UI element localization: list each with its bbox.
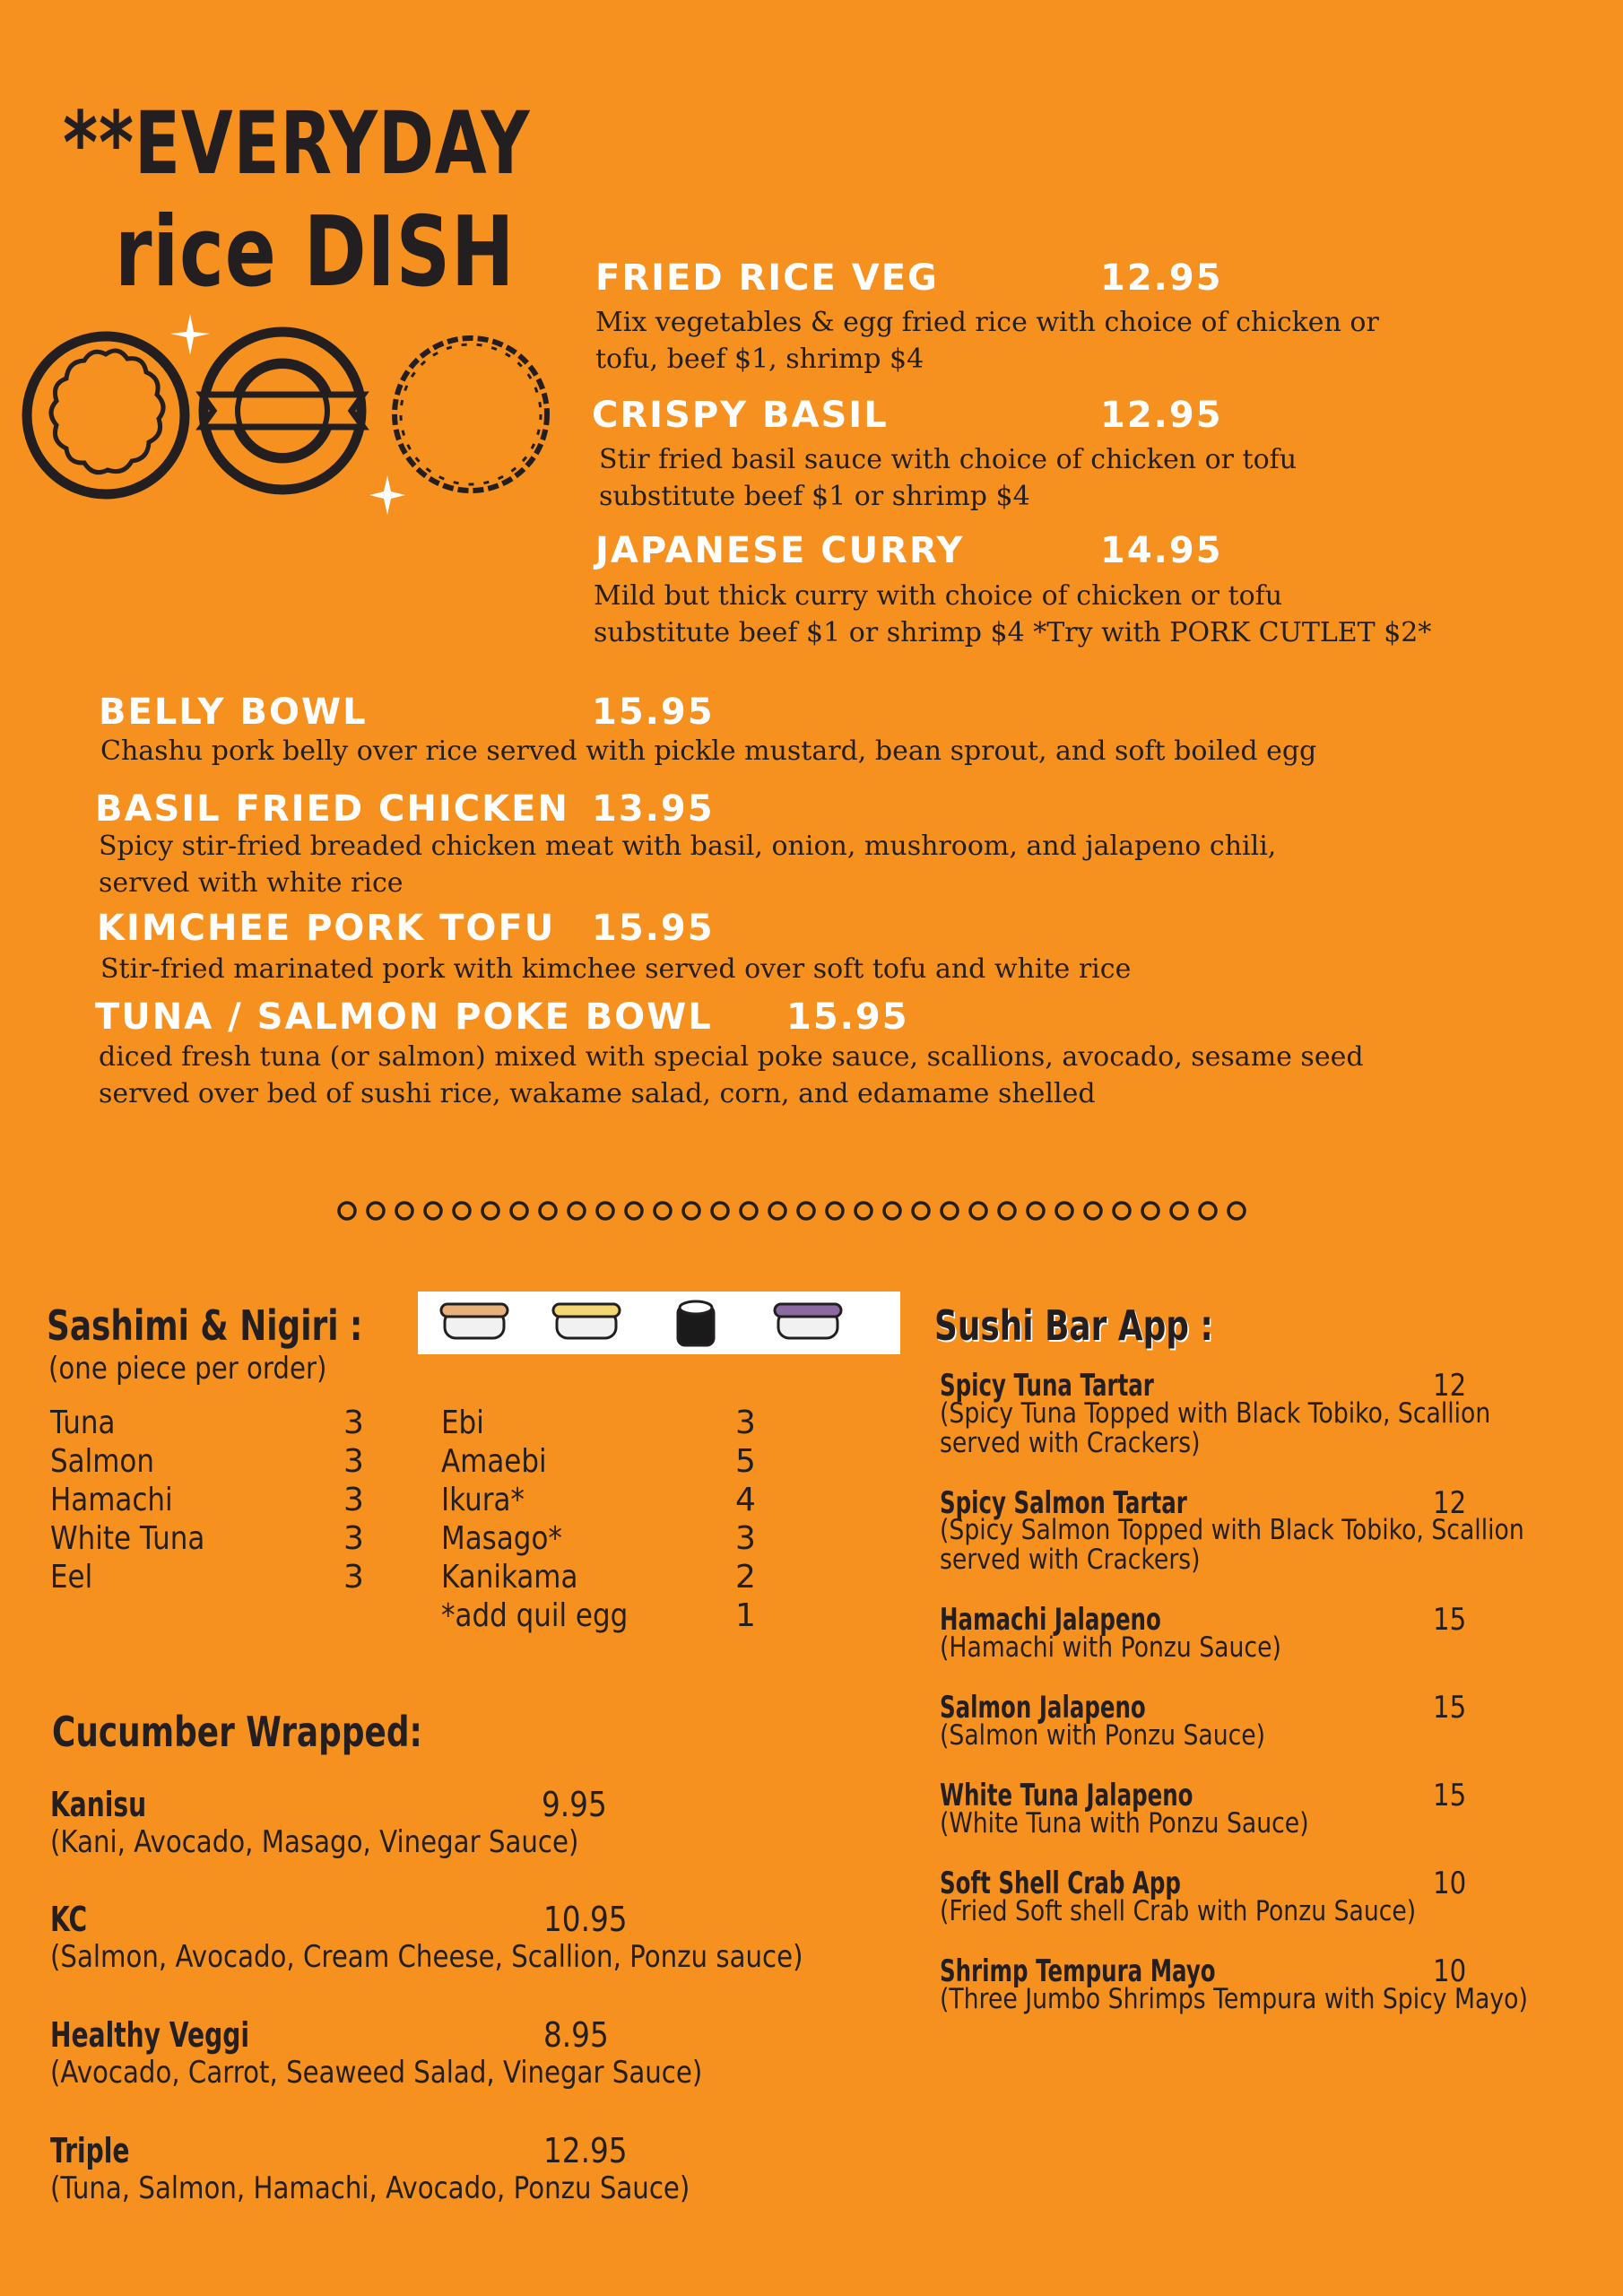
- list-item: [50, 1519, 373, 1558]
- item-name: White Tuna Jalapeno: [940, 1778, 1193, 1813]
- wave-ornament: [568, 1203, 585, 1219]
- item-description: (Three Jumbo Shrimps Tempura with Spicy Mayo): [940, 1983, 1528, 2015]
- sashimi-list-right: [441, 1404, 764, 1635]
- wave-ornament: [741, 1203, 757, 1219]
- item-name: *add quil egg: [441, 1597, 629, 1634]
- dish-price: 14.95: [1100, 530, 1223, 571]
- dish-description: Stir-fried marinated pork with kimchee served over soft tofu and white rice: [100, 953, 1132, 985]
- item-price: 3: [343, 1520, 364, 1557]
- section-title-cucumber: Cucumber Wrapped:: [52, 1708, 422, 1756]
- list-item: [543, 1900, 641, 1939]
- list-item: [441, 1404, 764, 1442]
- item-name: Salmon: [50, 1443, 154, 1480]
- dish-price: 15.95: [592, 691, 715, 733]
- item-name: Spicy Tuna Tartar: [940, 1368, 1154, 1404]
- item-name: White Tuna: [50, 1520, 205, 1557]
- wave-ornament: [482, 1203, 499, 1219]
- item-price: 3: [343, 1482, 364, 1518]
- chain-plate-icon: [395, 338, 547, 491]
- item-price: 9.95: [542, 1785, 607, 1824]
- list-item: [50, 1558, 373, 1596]
- item-name: Salmon Jalapeno: [940, 1690, 1146, 1726]
- item-price: 12: [1433, 1485, 1467, 1521]
- item-description: (Salmon with Ponzu Sauce): [940, 1719, 1266, 1752]
- item-price: 5: [735, 1443, 756, 1480]
- list-item: [441, 1596, 764, 1635]
- item-price: 8.95: [543, 2015, 609, 2055]
- item-price: 4: [735, 1482, 756, 1518]
- wave-ornament: [1142, 1203, 1159, 1219]
- list-item: [441, 1519, 764, 1558]
- list-item: [441, 1442, 764, 1481]
- dish-description: Mild but thick curry with choice of chicken or tofu substitute beef $1 or shrimp $4 *Try with PORK CUTLET $2*: [594, 580, 1432, 648]
- item-name: Ebi: [441, 1405, 484, 1441]
- item-price: 10: [1433, 1866, 1467, 1901]
- wave-ornament: [511, 1203, 527, 1219]
- sushi-icon: [418, 1292, 900, 1354]
- list-item: [1433, 1866, 1471, 1901]
- wave-ornament: [769, 1203, 785, 1219]
- menu-title-line2: rice DISH: [115, 196, 516, 309]
- wave-ornament: [368, 1203, 384, 1219]
- item-price: 12: [1433, 1368, 1467, 1404]
- item-description: (Spicy Tuna Topped with Black Tobiko, Scallion served with Crackers): [940, 1397, 1491, 1459]
- decorative-plates: [18, 305, 565, 520]
- wave-ornament: [454, 1203, 470, 1219]
- list-item: [1433, 1602, 1471, 1638]
- item-price: 1: [735, 1597, 756, 1634]
- item-price: 15: [1433, 1602, 1467, 1638]
- wave-ornament: [827, 1203, 843, 1219]
- item-price: 3: [343, 1559, 364, 1596]
- item-name: Hamachi Jalapeno: [940, 1602, 1161, 1638]
- sashimi-subtitle: (one piece per order): [48, 1351, 327, 1387]
- list-item: [1433, 1778, 1471, 1813]
- section-title-sushi-app: Sushi Bar App :: [934, 1301, 1213, 1350]
- item-name: Shrimp Tempura Mayo: [940, 1953, 1216, 1989]
- wave-ornament: [1171, 1203, 1187, 1219]
- dish-name: BELLY BOWL: [99, 691, 368, 733]
- list-item: [50, 2170, 794, 2206]
- item-name: Amaebi: [441, 1443, 547, 1480]
- item-description: (Fried Soft shell Crab with Ponzu Sauce): [940, 1895, 1417, 1927]
- item-name: Eel: [50, 1559, 93, 1596]
- item-description: (Kani, Avocado, Masago, Vinegar Sauce): [50, 1824, 579, 1860]
- wave-ornament: [540, 1203, 556, 1219]
- dish-description: Stir fried basil sauce with choice of chicken or tofu substitute beef $1 or shrimp $4: [599, 444, 1298, 512]
- item-price: 2: [735, 1559, 756, 1596]
- wave-ornament: [396, 1203, 412, 1219]
- item-name: Ikura*: [441, 1482, 525, 1518]
- dish-price: 15.95: [592, 908, 715, 949]
- sashimi-list-left: [50, 1404, 373, 1596]
- list-item: [441, 1558, 764, 1596]
- list-item: [50, 1824, 664, 1860]
- item-name: KC: [50, 1900, 88, 1939]
- wave-ornament: [1056, 1203, 1072, 1219]
- list-item: [50, 1939, 925, 1975]
- dish-description: Chashu pork belly over rice served with pickle mustard, bean sprout, and soft boiled egg: [100, 735, 1317, 767]
- list-item: [940, 1399, 1623, 1458]
- wave-ornament: [855, 1203, 872, 1219]
- dish-price: 12.95: [1100, 395, 1223, 436]
- dish-name: TUNA / SALMON POKE BOWL: [95, 996, 713, 1038]
- item-name: Spicy Salmon Tartar: [940, 1485, 1187, 1521]
- wave-divider: [336, 1193, 1287, 1229]
- list-item: [441, 1481, 764, 1519]
- wave-ornament: [626, 1203, 642, 1219]
- wave-ornament: [597, 1203, 613, 1219]
- list-item: [50, 1442, 373, 1481]
- list-item: [940, 1721, 1623, 1751]
- list-item: [50, 1404, 373, 1442]
- dish-price: 12.95: [1100, 257, 1223, 299]
- wave-ornament: [798, 1203, 814, 1219]
- wave-ornament: [884, 1203, 900, 1219]
- plate-icon: [27, 336, 185, 494]
- list-item: [50, 2131, 158, 2170]
- item-description: (Tuna, Salmon, Hamachi, Avocado, Ponzu Sauce): [50, 2170, 690, 2206]
- wave-ornament: [1200, 1203, 1216, 1219]
- section-title-sashimi: Sashimi & Nigiri :: [47, 1301, 363, 1350]
- item-price: 3: [343, 1405, 364, 1441]
- list-item: [1433, 1690, 1471, 1726]
- item-price: 10: [1433, 1953, 1467, 1989]
- dish-name: CRISPY BASIL: [592, 395, 889, 436]
- wave-ornament: [970, 1203, 986, 1219]
- item-price: 3: [735, 1520, 756, 1557]
- list-item: [50, 2055, 809, 2091]
- dish-description: diced fresh tuna (or salmon) mixed with special poke sauce, scallions, avocado, sesame seed served over bed of sushi rice, wakame salad, corn, and edamame shelled: [99, 1041, 1364, 1109]
- sushi-illustration-strip: [418, 1292, 900, 1354]
- item-description: (Hamachi with Ponzu Sauce): [940, 1631, 1281, 1664]
- wave-ornament: [999, 1203, 1015, 1219]
- dish-name: KIMCHEE PORK TOFU: [97, 908, 556, 949]
- item-price: 12.95: [543, 2131, 628, 2170]
- item-name: Hamachi: [50, 1482, 173, 1518]
- list-item: [50, 1481, 373, 1519]
- item-name: Kanikama: [441, 1559, 578, 1596]
- item-price: 3: [343, 1443, 364, 1480]
- dish-description: Mix vegetables & egg fried rice with choice of chicken or tofu, beef $1, shrimp $4: [595, 307, 1379, 375]
- item-name: Kanisu: [50, 1785, 147, 1824]
- item-price: 15: [1433, 1778, 1467, 1813]
- dish-price: 15.95: [786, 996, 909, 1038]
- item-name: Healthy Veggi: [50, 2015, 249, 2055]
- dish-name: BASIL FRIED CHICKEN: [95, 788, 569, 830]
- wave-ornament: [655, 1203, 671, 1219]
- dish-name: JAPANESE CURRY: [595, 530, 965, 571]
- list-item: [50, 2015, 319, 2055]
- wave-ornament: [942, 1203, 958, 1219]
- item-price: 15: [1433, 1690, 1467, 1726]
- wave-ornament: [425, 1203, 441, 1219]
- item-description: (Salmon, Avocado, Cream Cheese, Scallion, Ponzu sauce): [50, 1939, 803, 1975]
- list-item: [543, 2015, 620, 2055]
- item-name: Masago*: [441, 1520, 562, 1557]
- wave-ornament: [913, 1203, 929, 1219]
- list-item: [940, 1985, 1623, 2014]
- menu-title-line1: **EVERYDAY: [63, 93, 531, 194]
- wave-ornament: [1028, 1203, 1044, 1219]
- list-item: [940, 1633, 1623, 1663]
- item-description: (Avocado, Carrot, Seaweed Salad, Vinegar Sauce): [50, 2055, 703, 2091]
- item-price: 3: [735, 1405, 756, 1441]
- list-item: [543, 2131, 641, 2170]
- dish-name: FRIED RICE VEG: [595, 257, 939, 299]
- item-name: Soft Shell Crab App: [940, 1866, 1181, 1901]
- list-item: [50, 1785, 180, 1824]
- item-price: 10.95: [543, 1900, 628, 1939]
- wave-ornament: [1085, 1203, 1101, 1219]
- list-item: [50, 1900, 100, 1939]
- dish-price: 13.95: [592, 788, 715, 830]
- wave-ornament: [683, 1203, 699, 1219]
- list-item: [542, 1785, 618, 1824]
- wave-ornament: [1228, 1203, 1245, 1219]
- wave-ornament: [712, 1203, 728, 1219]
- list-item: [940, 1897, 1623, 1926]
- item-name: Triple: [50, 2131, 130, 2170]
- dish-description: Spicy stir-fried breaded chicken meat with basil, onion, mushroom, and jalapeno chili, served with white rice: [99, 831, 1277, 899]
- item-name: Tuna: [50, 1405, 116, 1441]
- list-item: [940, 1809, 1623, 1839]
- item-description: (White Tuna with Ponzu Sauce): [940, 1807, 1309, 1839]
- item-description: (Spicy Salmon Topped with Black Tobiko, Scallion served with Crackers): [940, 1514, 1524, 1576]
- ribbon-plate-icon: [202, 332, 363, 490]
- list-item: [940, 1516, 1623, 1575]
- wave-ornament: [1114, 1203, 1130, 1219]
- wave-ornament: [339, 1203, 355, 1219]
